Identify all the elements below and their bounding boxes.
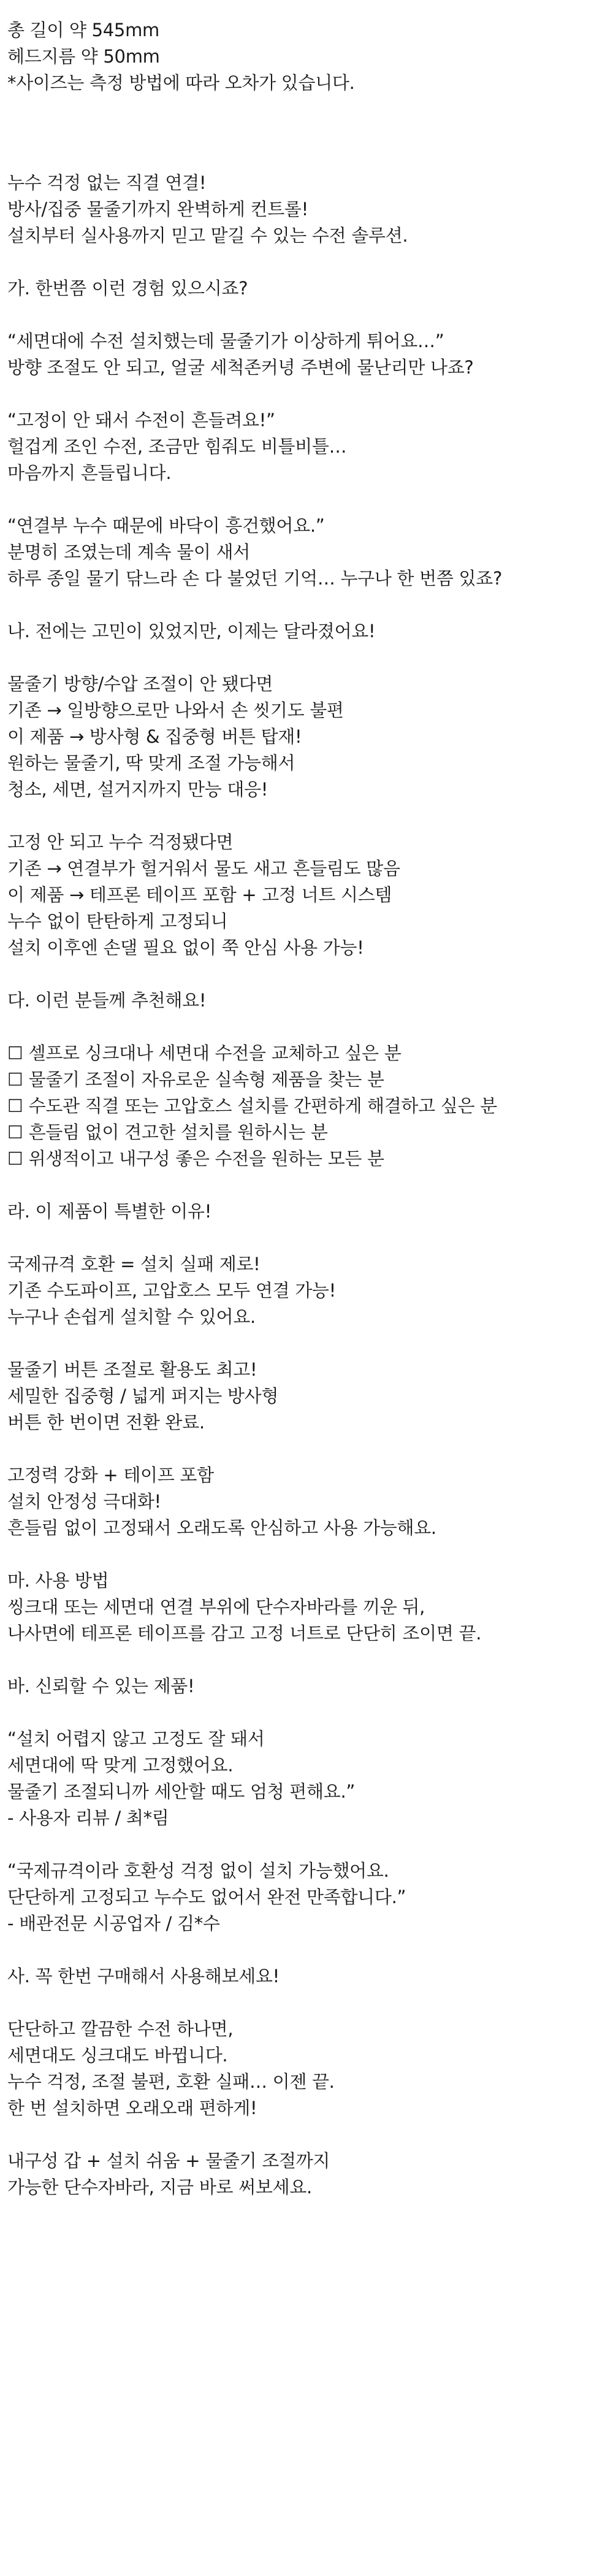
spec-length: 총 길이 약 545mm <box>7 20 159 40</box>
complaint-text: 헐겁게 조인 수전, 조금만 힘줘도 비틀비틀… <box>7 436 347 457</box>
feature-text: 기존 수도파이프, 고압호스 모두 연결 가능! <box>7 1280 336 1301</box>
spacer <box>7 1436 613 1462</box>
review-quote: 단단하게 고정되고 누수도 없어서 완전 만족합니다.” <box>7 1887 406 1907</box>
feature-text: 설치 안정성 극대화! <box>7 1491 161 1512</box>
section-heading: 라. 이 제품이 특별한 이유! <box>7 1201 212 1222</box>
spec-note: *사이즈는 측정 방법에 따라 오차가 있습니다. <box>7 72 355 93</box>
intro-line: 방사/집중 물줄기까지 완벽하게 컨트롤! <box>7 199 308 220</box>
spacer <box>7 1647 613 1673</box>
complaint-text: 방향 조절도 안 되고, 얼굴 세척존커녕 주변에 물난리만 나죠? <box>7 357 474 378</box>
closing-text: 세면대도 싱크대도 바뀝니다. <box>7 2045 228 2066</box>
review-author: - 배관전문 시공업자 / 김*수 <box>7 1913 220 1934</box>
spec-head-diameter: 헤드지름 약 50mm <box>7 46 160 67</box>
section-heading: 바. 신뢰할 수 있는 제품! <box>7 1676 195 1696</box>
spacer <box>7 302 613 328</box>
recommend-checklist-item: ☐ 수도관 직결 또는 고압호스 설치를 간편하게 해결하고 싶은 분 <box>7 1095 497 1116</box>
review-quote: “설치 어렵지 않고 고정도 잘 돼서 <box>7 1728 265 1749</box>
section-heading: 사. 꼭 한번 구매해서 사용해보세요! <box>7 1966 280 1987</box>
comparison-text: 고정 안 되고 누수 걱정됐다면 <box>7 832 234 853</box>
comparison-text: 누수 없이 탄탄하게 고정되니 <box>7 911 228 932</box>
closing-text: 내구성 갑 + 설치 쉬움 + 물줄기 조절까지 <box>7 2150 330 2171</box>
spacer <box>7 1014 613 1040</box>
usage-text: 씽크대 또는 세면대 연결 부위에 단수자바라를 끼운 뒤, <box>7 1597 425 1617</box>
section-heading: 가. 한번쯤 이런 경험 있으시죠? <box>7 278 248 299</box>
feature-text: 고정력 강화 + 테이프 포함 <box>7 1465 214 1485</box>
spacer <box>7 1990 613 2016</box>
spacer <box>7 645 613 671</box>
comparison-text: 물줄기 방향/수압 조절이 안 됐다면 <box>7 673 273 694</box>
closing-text: 한 번 설치하면 오래오래 편하게! <box>7 2098 257 2118</box>
complaint-text: 마음까지 흔들립니다. <box>7 462 172 483</box>
comparison-text: 이 제품 → 테프론 테이프 포함 + 고정 너트 시스템 <box>7 884 392 905</box>
section-heading: 마. 사용 방법 <box>7 1570 109 1591</box>
spacer <box>7 961 613 987</box>
review-quote: 물줄기 조절되니까 세안할 때도 엄청 편해요.” <box>7 1781 356 1802</box>
spacer <box>7 1172 613 1198</box>
feature-text: 세밀한 집중형 / 넓게 퍼지는 방사형 <box>7 1386 279 1406</box>
complaint-text: 분명히 조였는데 계속 물이 새서 <box>7 542 250 562</box>
review-quote: “국제규격이라 호환성 걱정 없이 설치 가능했어요. <box>7 1860 389 1881</box>
spacer <box>7 1700 613 1726</box>
complaint-quote: “고정이 안 돼서 수전이 흔들려요!” <box>7 410 275 431</box>
comparison-text: 이 제품 → 방사형 & 집중형 버튼 탑재! <box>7 726 302 747</box>
recommend-checklist-item: ☐ 셀프로 싱크대나 세면대 수전을 교체하고 싶은 분 <box>7 1043 402 1064</box>
complaint-text: 하루 종일 물기 닦느라 손 다 불었던 기억… 누구나 한 번쯤 있죠? <box>7 568 503 589</box>
intro-line: 설치부터 실사용까지 믿고 맡길 수 있는 수전 솔루션. <box>7 225 408 246</box>
feature-text: 누구나 손쉽게 설치할 수 있어요. <box>7 1306 256 1327</box>
review-quote: 세면대에 딱 맞게 고정했어요. <box>7 1755 234 1776</box>
section-heading: 다. 이런 분들께 추천해요! <box>7 990 207 1011</box>
spacer <box>7 1831 613 1858</box>
closing-text: 누수 걱정, 조절 불편, 호환 실패… 이젠 끝. <box>7 2071 335 2092</box>
feature-text: 흔들림 없이 고정돼서 오래도록 안심하고 사용 가능해요. <box>7 1517 436 1538</box>
feature-text: 버튼 한 번이면 전환 완료. <box>7 1412 205 1433</box>
spacer <box>7 249 613 275</box>
spacer <box>7 96 613 170</box>
comparison-text: 설치 이후엔 손댈 필요 없이 쭉 안심 사용 가능! <box>7 937 364 958</box>
spacer <box>7 1225 613 1251</box>
spacer <box>7 486 613 513</box>
complaint-quote: “연결부 누수 때문에 바닥이 흥건했어요.” <box>7 515 325 536</box>
spacer <box>7 381 613 407</box>
spacer <box>7 2122 613 2148</box>
recommend-checklist-item: ☐ 물줄기 조절이 자유로운 실속형 제품을 찾는 분 <box>7 1069 384 1090</box>
feature-text: 물줄기 버튼 조절로 활용도 최고! <box>7 1359 257 1380</box>
closing-text: 단단하고 깔끔한 수전 하나면, <box>7 2018 234 2039</box>
closing-text: 가능한 단수자바라, 지금 바로 써보세요. <box>7 2177 312 2198</box>
spacer <box>7 1541 613 1568</box>
usage-text: 나사면에 테프론 테이프를 감고 고정 너트로 단단히 조이면 끝. <box>7 1623 482 1644</box>
comparison-text: 기존 → 일방향으로만 나와서 손 씻기도 불편 <box>7 700 344 721</box>
comparison-text: 청소, 세면, 설거지까지 만능 대응! <box>7 779 268 800</box>
intro-line: 누수 걱정 없는 직결 연결! <box>7 172 207 193</box>
review-author: - 사용자 리뷰 / 최*림 <box>7 1807 169 1828</box>
comparison-text: 원하는 물줄기, 딱 맞게 조절 가능해서 <box>7 753 295 773</box>
recommend-checklist-item: ☐ 위생적이고 내구성 좋은 수전을 원하는 모든 분 <box>7 1148 384 1169</box>
spacer <box>7 592 613 618</box>
recommend-checklist-item: ☐ 흔들림 없이 견고한 설치를 원하시는 분 <box>7 1122 328 1143</box>
spacer <box>7 1937 613 1963</box>
spacer <box>7 1330 613 1357</box>
section-heading: 나. 전에는 고민이 있었지만, 이제는 달라졌어요! <box>7 621 376 642</box>
feature-text: 국제규격 호환 = 설치 실패 제로! <box>7 1254 261 1275</box>
comparison-text: 기존 → 연결부가 헐거워서 물도 새고 흔들림도 많음 <box>7 858 400 879</box>
spacer <box>7 803 613 829</box>
complaint-quote: “세면대에 수전 설치했는데 물줄기가 이상하게 튀어요…” <box>7 331 444 351</box>
